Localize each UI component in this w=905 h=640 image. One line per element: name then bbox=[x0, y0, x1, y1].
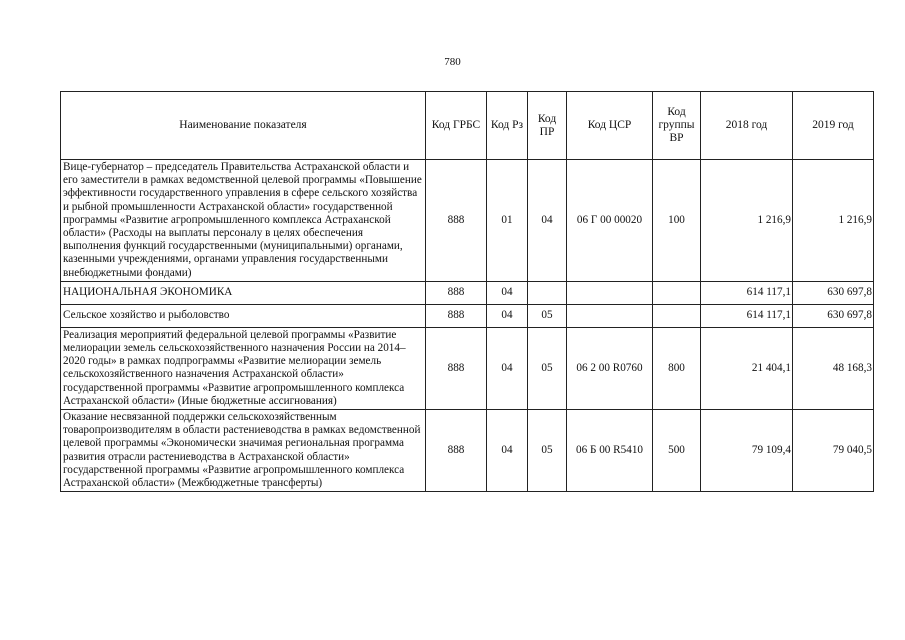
header-2019: 2019 год bbox=[793, 92, 874, 160]
row-pr: 05 bbox=[528, 304, 567, 327]
row-rz: 04 bbox=[487, 304, 528, 327]
row-csr bbox=[567, 281, 653, 304]
row-pr: 05 bbox=[528, 327, 567, 409]
row-grbs: 888 bbox=[426, 281, 487, 304]
row-vr: 500 bbox=[653, 410, 701, 492]
row-rz: 04 bbox=[487, 281, 528, 304]
row-name: НАЦИОНАЛЬНАЯ ЭКОНОМИКА bbox=[61, 281, 426, 304]
row-vr: 100 bbox=[653, 160, 701, 282]
header-name: Наименование показателя bbox=[61, 92, 426, 160]
row-grbs: 888 bbox=[426, 327, 487, 409]
header-pr: Код ПР bbox=[528, 92, 567, 160]
row-2019: 79 040,5 bbox=[793, 410, 874, 492]
row-grbs: 888 bbox=[426, 304, 487, 327]
row-pr: 04 bbox=[528, 160, 567, 282]
table-header-row bbox=[61, 92, 874, 160]
row-2018: 614 117,1 bbox=[701, 281, 793, 304]
row-csr: 06 2 00 R0760 bbox=[567, 327, 653, 409]
row-vr bbox=[653, 281, 701, 304]
row-vr: 800 bbox=[653, 327, 701, 409]
row-name: Сельское хозяйство и рыболовство bbox=[61, 304, 426, 327]
row-2018: 614 117,1 bbox=[701, 304, 793, 327]
row-2019: 48 168,3 bbox=[793, 327, 874, 409]
header-2018: 2018 год bbox=[701, 92, 793, 160]
header-vr: Код группы ВР bbox=[653, 92, 701, 160]
row-rz: 04 bbox=[487, 327, 528, 409]
header-grbs: Код ГРБС bbox=[426, 92, 487, 160]
row-2019: 1 216,9 bbox=[793, 160, 874, 282]
table-row bbox=[61, 327, 874, 409]
row-name: Реализация мероприятий федеральной целевой программы «Развитие мелиорации земель сельскохозяйственного назначения России на 2014–2020 годы» в рамках подпрограммы «Развитие мелиорации земель сельскохозяйственного назначения Астраханской области» государственной программы «Развитие агропромышленного комплекса Астраханской области» (Иные бюджетные ассигнования) bbox=[61, 327, 426, 409]
row-rz: 01 bbox=[487, 160, 528, 282]
row-name: Оказание несвязанной поддержки сельскохозяйственным товаропроизводителям в области растениеводства в рамках ведомственной целевой программы «Экономически значимая региональная программа развития отрасли растениеводства в Астраханской области» государственной программы «Развитие агропромышленного комплекса Астраханской области» (Межбюджетные трансферты) bbox=[61, 410, 426, 492]
row-2019: 630 697,8 bbox=[793, 281, 874, 304]
row-2018: 21 404,1 bbox=[701, 327, 793, 409]
row-rz: 04 bbox=[487, 410, 528, 492]
row-csr: 06 Б 00 R5410 bbox=[567, 410, 653, 492]
table-row bbox=[61, 304, 874, 327]
page-number: 780 bbox=[444, 56, 461, 68]
budget-table bbox=[60, 91, 874, 492]
row-csr: 06 Г 00 00020 bbox=[567, 160, 653, 282]
row-grbs: 888 bbox=[426, 410, 487, 492]
header-rz: Код Рз bbox=[487, 92, 528, 160]
row-csr bbox=[567, 304, 653, 327]
row-grbs: 888 bbox=[426, 160, 487, 282]
row-pr: 05 bbox=[528, 410, 567, 492]
row-2019: 630 697,8 bbox=[793, 304, 874, 327]
table-row bbox=[61, 160, 874, 282]
row-vr bbox=[653, 304, 701, 327]
row-2018: 1 216,9 bbox=[701, 160, 793, 282]
row-name: Вице-губернатор – председатель Правительства Астраханской области и его заместители в рамках ведомственной целевой программы «Повышение эффективности государственного управления в сфере сельского хозяйства и рыбной промышленности Астраханской области» государственной программы «Развитие агропромышленного комплекса Астраханской области» (Расходы на выплаты персоналу в целях обеспечения выполнения функций государственными (муниципальными) органами, казенными учреждениями, органами управления государственными внебюджетными фондами) bbox=[61, 160, 426, 282]
header-csr: Код ЦСР bbox=[567, 92, 653, 160]
row-2018: 79 109,4 bbox=[701, 410, 793, 492]
table-row bbox=[61, 410, 874, 492]
row-pr bbox=[528, 281, 567, 304]
table-row bbox=[61, 281, 874, 304]
